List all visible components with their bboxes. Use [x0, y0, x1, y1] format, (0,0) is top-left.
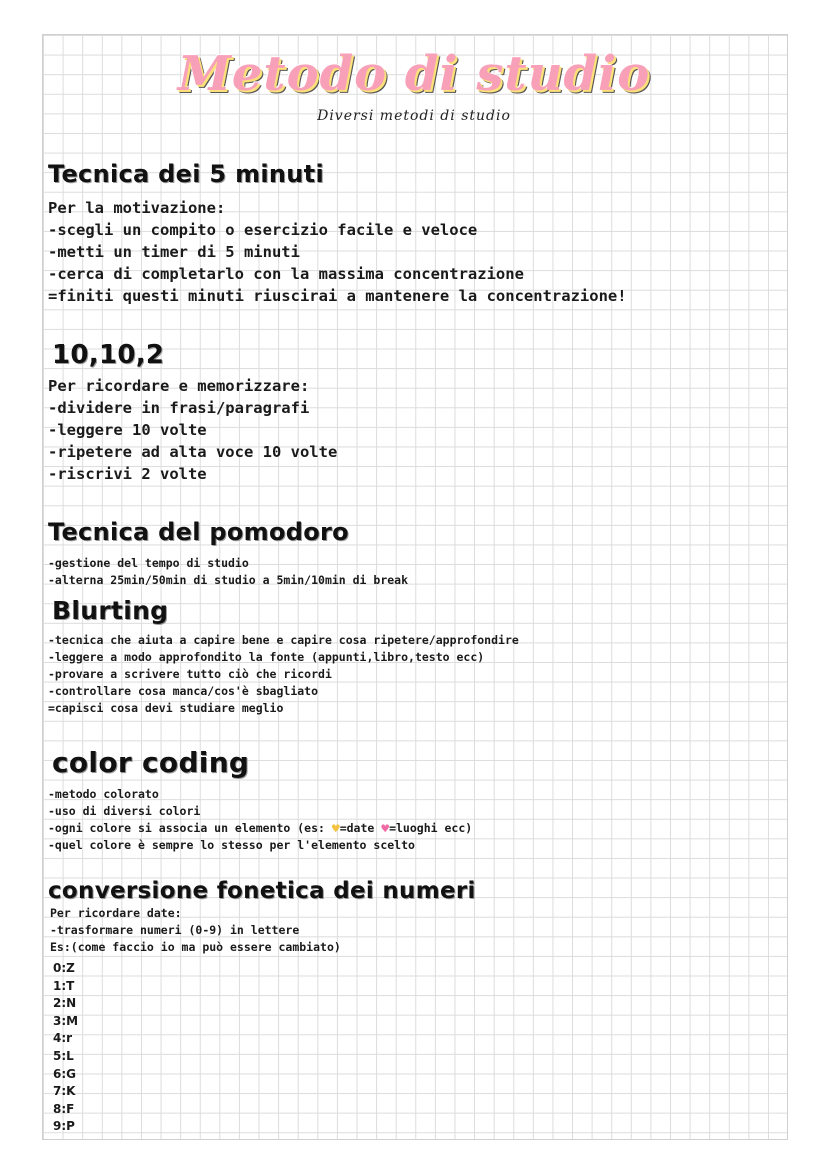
- intro-memorizzare: Per ricordare e memorizzare:: [48, 377, 310, 395]
- list-item: -uso di diversi colori: [48, 804, 201, 818]
- conclusion-5-minuti: =finiti questi minuti riuscirai a mantenere la concentrazione!: [48, 287, 627, 305]
- list-item: 8:F: [53, 1101, 75, 1116]
- pink-heart-icon: ♥: [381, 822, 390, 837]
- list-item: 2:N: [53, 996, 77, 1011]
- list-item: 1:T: [53, 978, 75, 993]
- section-title-color-coding: color coding: [52, 746, 250, 779]
- list-item: Es:(come faccio io ma può essere cambiato): [50, 940, 341, 954]
- list-item: 7:K: [53, 1084, 76, 1099]
- section-body-conversione: [50, 905, 341, 956]
- list-item: -provare a scrivere tutto ciò che ricordi: [48, 667, 332, 681]
- section-body-color-coding: [48, 786, 472, 854]
- section-body-5-minuti: [48, 197, 627, 307]
- list-item: -metodo colorato: [48, 787, 159, 801]
- list-item: -quel colore è sempre lo stesso per l'elemento scelto: [48, 838, 415, 852]
- list-item: -tecnica che aiuta a capire bene e capire cosa ripetere/approfondire: [48, 633, 519, 647]
- list-item: -cerca di completarlo con la massima concentrazione: [48, 265, 524, 283]
- section-title-10-10-2: 10,10,2: [52, 340, 165, 370]
- list-item: -ripetere ad alta voce 10 volte: [48, 443, 338, 461]
- list-item: -leggere a modo approfondito la fonte (appunti,libro,testo ecc): [48, 650, 485, 664]
- list-item: -trasformare numeri (0-9) in lettere: [50, 923, 300, 937]
- page-subtitle: Diversi metodi di studio: [317, 108, 511, 124]
- section-body-pomodoro: [48, 555, 408, 589]
- list-item: 9:P: [53, 1119, 75, 1134]
- intro-date: Per ricordare date:: [50, 906, 182, 920]
- intro-motivazione: Per la motivazione:: [48, 199, 226, 217]
- list-item: -dividere in frasi/paragrafi: [48, 399, 310, 417]
- list-item: -scegli un compito o esercizio facile e veloce: [48, 221, 478, 239]
- section-title-5-minuti: Tecnica dei 5 minuti: [48, 160, 324, 188]
- list-item: -alterna 25min/50min di studio a 5min/10min di break: [48, 573, 409, 587]
- conclusion-blurting: =capisci cosa devi studiare meglio: [48, 701, 284, 715]
- section-title-blurting: Blurting: [52, 596, 169, 625]
- list-item: 4:r: [53, 1031, 73, 1046]
- list-item: 5:L: [53, 1048, 74, 1063]
- list-item: -gestione del tempo di studio: [48, 556, 249, 570]
- list-item-associazione: -ogni colore si associa un elemento (es: ♥=date ♥=luoghi ecc): [48, 821, 473, 837]
- section-body-blurting: [48, 632, 519, 717]
- digit-letter-list: [53, 960, 78, 1136]
- list-item: -controllare cosa manca/cos'è sbagliato: [48, 684, 319, 698]
- list-item: 3:M: [53, 1013, 79, 1028]
- yellow-heart-icon: ♥: [331, 822, 340, 837]
- list-item: 6:G: [53, 1066, 76, 1081]
- list-item: -leggere 10 volte: [48, 421, 207, 439]
- list-item: -riscrivi 2 volte: [48, 465, 207, 483]
- section-body-10-10-2: [48, 375, 337, 485]
- list-item: -metti un timer di 5 minuti: [48, 243, 300, 261]
- page-title: Metodo di studio: [177, 46, 651, 102]
- section-title-pomodoro: Tecnica del pomodoro: [48, 518, 349, 546]
- list-item: 0:Z: [53, 961, 75, 975]
- section-title-conversione: conversione fonetica dei numeri: [48, 878, 476, 904]
